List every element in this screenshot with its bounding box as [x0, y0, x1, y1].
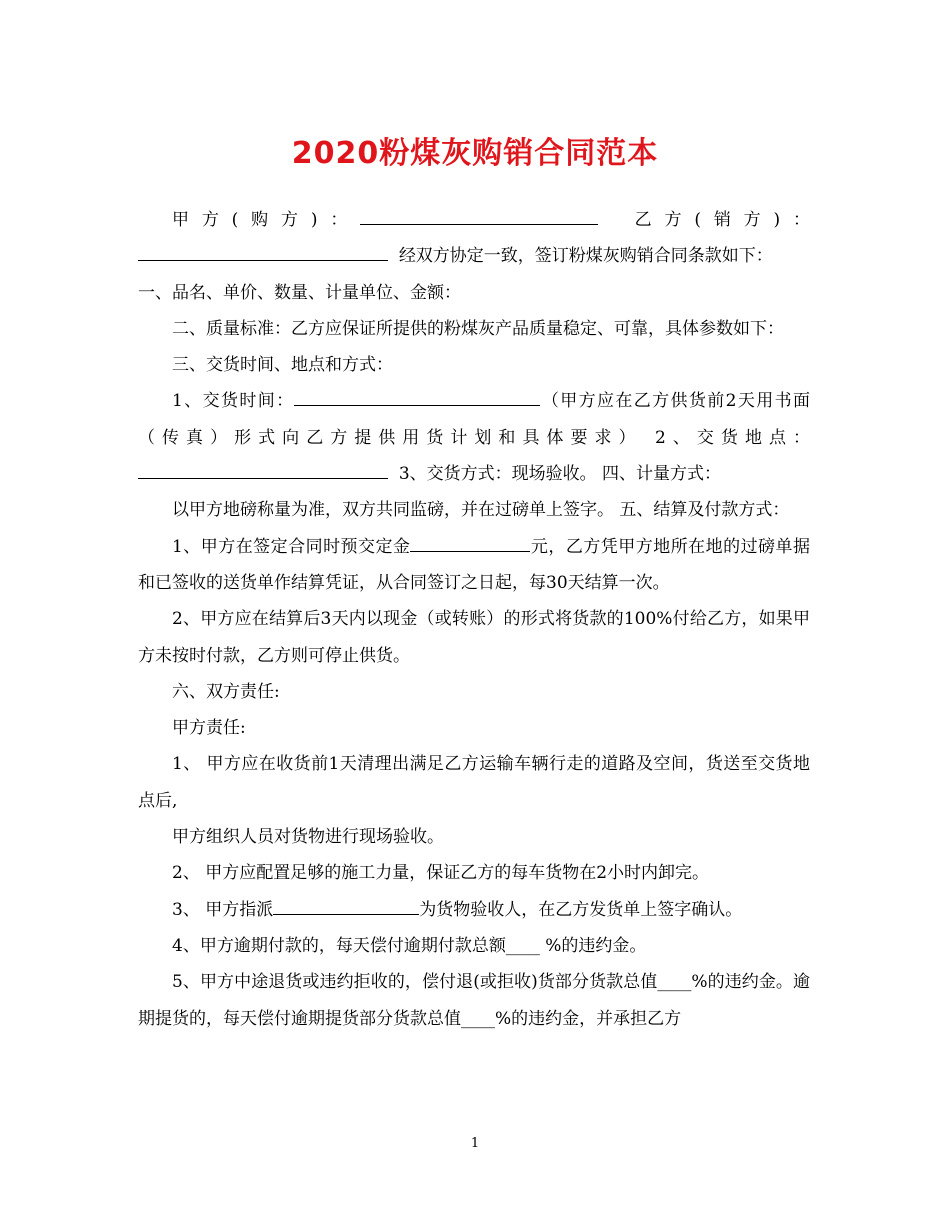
deposit-blank — [410, 533, 530, 552]
delivery-time-blank — [294, 387, 540, 406]
paragraph-2: 二、质量标准：乙方应保证所提供的粉煤灰产品质量稳定、可靠，具体参数如下： — [172, 318, 784, 339]
document-title: 2020粉煤灰购销合同范本 — [291, 136, 659, 171]
paragraph-parties — [138, 202, 810, 275]
deposit-label: 1、甲方在签定合同时预交定金 — [172, 536, 411, 557]
buyer-label: 甲方(购方)： — [172, 210, 361, 230]
seller-blank — [138, 242, 388, 261]
seller-label: 乙方(销方)： — [634, 210, 810, 230]
paragraph-settlement-2: 2、甲方应在结算后3天内以现金（或转账）的形式将货款的100%付给乙方，如果甲方未按时付款，乙方则可停止供货。 — [138, 609, 810, 666]
paragraph-delivery — [138, 383, 810, 492]
delivery-time-label: 1、交货时间： — [172, 391, 295, 412]
paragraph-item-2: 2、 甲方应配置足够的施工力量，保证乙方的每车货物在2小时内卸完。 — [172, 863, 710, 884]
paragraph-responsibilities: 六、双方责任: — [172, 681, 280, 702]
delivery-place-blank — [138, 460, 388, 479]
paragraph-3: 三、交货时间、地点和方式： — [172, 355, 393, 376]
delivery-method: 3、交货方式：现场验收。 四、计量方式： — [398, 464, 722, 485]
contract-body — [138, 202, 810, 1037]
page-number: 1 — [470, 1136, 480, 1151]
paragraph-item-3 — [138, 892, 810, 928]
buyer-blank — [360, 206, 598, 225]
paragraph-party-a-responsibility: 甲方责任: — [172, 718, 246, 739]
paragraph-measurement: 以甲方地磅称量为准，双方共同监磅，并在过磅单上签字。 五、结算及付款方式： — [172, 500, 790, 521]
paragraph-item-1-cont: 甲方组织人员对货物进行现场验收。 — [172, 827, 444, 848]
paragraph-item-4: 4、甲方逾期付款的，每天偿付逾期付款总额____ %的违约金。 — [172, 935, 647, 956]
paragraph-item-5: 5、甲方中途退货或违约拒收的，偿付退(或拒收)货部分货款总值____%的违约金。逾期提货的，每天偿付逾期提货部分货款总值____%的违约金，并承担乙方 — [138, 972, 810, 1029]
inspector-label: 3、 甲方指派 — [172, 899, 274, 920]
inspector-text: 为货物验收人，在乙方发货单上签字确认。 — [419, 899, 743, 920]
agreement-intro: 经双方协定一致，签订粉煤灰购销合同条款如下： — [398, 246, 773, 267]
settlement-text: 元，乙方凭甲方地所在地的过磅单据和已签收的送货单作结算凭证，从合同签订之日起，每30天结算一次。 — [138, 536, 810, 593]
inspector-blank — [273, 896, 419, 915]
paragraph-item-1: 1、 甲方应在收货前1天清理出满足乙方运输车辆行走的道路及空间，货送至交货地点后, — [138, 754, 810, 811]
delivery-time-note: （甲方应在乙方供货前2天用书面（传真）形式向乙方提供用货计划和具体要求） 2、交货地点： — [138, 391, 810, 448]
paragraph-1: 一、品名、单价、数量、计量单位、金额： — [138, 282, 461, 303]
paragraph-settlement-1 — [138, 529, 810, 602]
